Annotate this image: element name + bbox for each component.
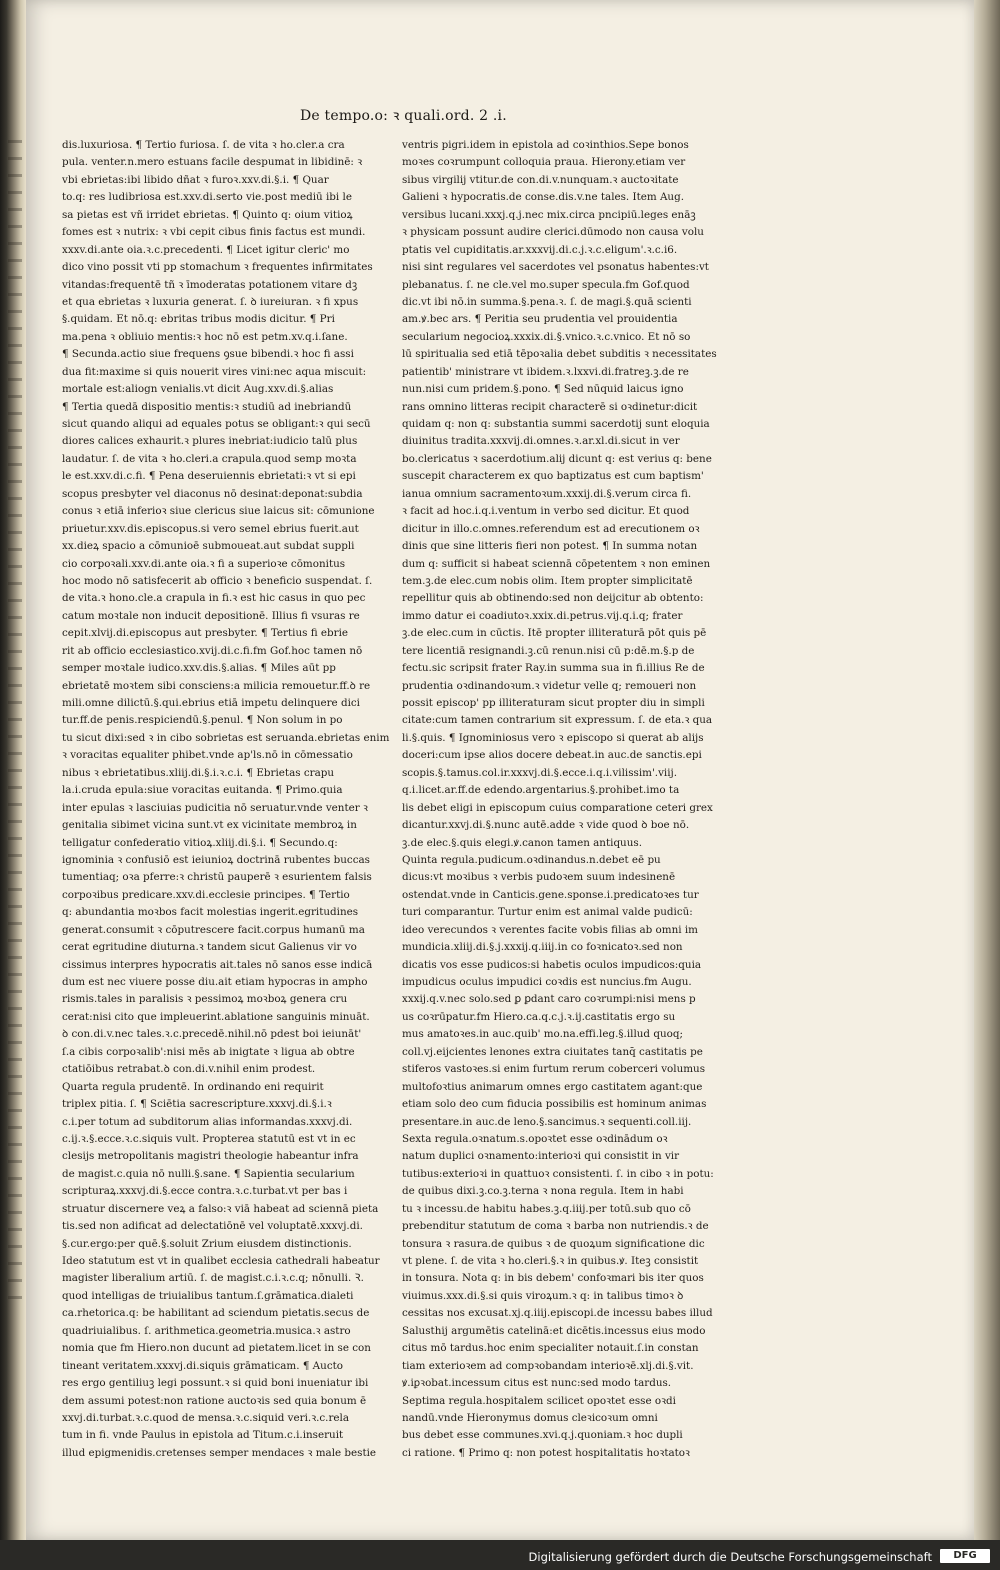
text-line: illud epigmenidis.cretenses semper mendaces ꝛ male bestie (62, 1446, 377, 1459)
text-line: tumentiaq; oꝛa pferre:ꝛ christū pauperē ꝛ esurientem falsis (62, 871, 372, 884)
text-line: multofoꝛtius animarum omnes ergo castitatem agant:que (402, 1080, 703, 1093)
text-line: impudicus oculus impudici coꝛdis est nuncius.fm Augu. (402, 976, 692, 988)
text-line: cio corpoꝛali.xxv.di.ante oia.ꝛ fi a superioꝛe cōmonitus (62, 557, 346, 570)
text-line: presentare.in auc.de leno.§.sancimus.ꝛ sequenti.coll.iij. (402, 1115, 692, 1128)
text-line: vt plene. ſ. de vita ꝛ ho.cleri.§.ꝛ in quibus.ꝟ. Iteꝫ consistit (402, 1255, 699, 1267)
text-line: scripturaꝝ.xxxvj.di.§.ecce contra.ꝛ.c.turbat.vt per bas i (62, 1185, 348, 1198)
text-line: ideo verecundos ꝛ verentes facite vobis filias ab omni im (402, 923, 698, 936)
text-line: priuetur.xxv.dis.episcopus.si vero semel ebrius fuerit.aut (62, 522, 359, 535)
text-line: ostendat.vnde in Canticis.gene.sponse.i.predicatoꝛes tur (402, 888, 699, 901)
text-line: ꝫ.de elec.cum in cūctis. Itē propter illiteraturā pōt quis pē (402, 627, 707, 640)
text-line: in tonsura. Nota q: in bis debem' confoꝛmari bis iter quos (402, 1272, 704, 1285)
text-line: to.q: res ludibriosa est.xxv.di.serto vie.post mediū ibi le (62, 191, 352, 204)
text-line: repellitur quis ab obtinendo:sed non deijcitur ab obtento: (402, 592, 704, 605)
text-line: moꝛes coꝛrumpunt colloquia praua. Hierony.etiam ver (402, 156, 686, 169)
text-line: tu ꝛ incessu.de habitu habes.ꝫ.q.iiij.per totū.sub quo cō (402, 1202, 691, 1215)
text-line: xxxij.q.v.nec solo.sed ꝑ ꝑdant caro coꝛrumpi:nisi mens p (402, 993, 696, 1006)
text-line: sa pietas est vñ irridet ebrietas. ¶ Quinto q: oium vitioꝝ (62, 208, 353, 221)
text-line: dicitur in illo.c.omnes.referendum est ad erecutionem oꝛ (402, 522, 700, 535)
adjacent-page-text-shadow (8, 140, 22, 1300)
text-line: bo.clericatus ꝛ sacerdotium.alij dicunt q: est verius q: bene (402, 452, 712, 465)
text-line: fectu.sic scripsit frater Ray.in summa sua in fi.illius Re de (402, 662, 705, 675)
text-line: mortale est:aliogn venialis.vt dicit Aug.xxv.di.§.alias (62, 383, 334, 396)
text-line: cerat:nisi cito que impleuerint.ablatione sanguinis minuāt. (62, 1010, 370, 1023)
text-line: mundicia.xliij.di.§.j.xxxij.q.iiij.in co foꝛnicatoꝛ.sed non (402, 941, 683, 954)
text-line: vbi ebrietas:ibi libido dñat ꝛ furoꝛ.xxv.di.§.i. ¶ Quar (62, 173, 329, 186)
text-line: tutibus:exterioꝛi in quattuoꝛ consistenti. ſ. in cibo ꝛ in potu: (402, 1167, 714, 1180)
text-line: dum q: sufficit si habeat sciennā cōpetentem ꝛ non eminen (402, 557, 711, 570)
text-line: rans omnino litteras recipit characterē si oꝛdinetur:dicit (402, 400, 698, 413)
text-line: vitandas:frequentē tñ ꝛ īmoderatas potationem vitare dꝫ (62, 278, 358, 291)
text-line: pula. venter.n.mero estuans facile despumat in libidinē: ꝛ (62, 156, 363, 169)
text-line: tur.ff.de penis.respiciendū.§.penul. ¶ Non solum in po (62, 714, 343, 727)
text-line: tem.ꝫ.de elec.cum nobis olim. Item propter simplicitatē (402, 574, 693, 587)
text-line: fomes est ꝛ nutrix: ꝛ vbi cepit cibus finis factus est mundi. (62, 226, 366, 239)
text-line: catum moꝛtale non inducit depositionē. Illius fi vsuras re (62, 609, 360, 622)
text-line: prebenditur statutum de coma ꝛ barba non nutriendis.ꝛ de (402, 1220, 709, 1233)
text-line: nun.nisi cum pridem.§.pono. ¶ Sed nūquid laicus igno (402, 383, 684, 396)
text-line: diores calices exhaurit.ꝛ plures inebriat:iudicio talū plus (62, 435, 358, 448)
text-line: de quibus dixi.ꝫ.co.ꝫ.terna ꝛ nona regula. Item in habi (402, 1185, 684, 1198)
text-line: scopus presbyter vel diaconus nō desinat:deponat:subdia (62, 487, 363, 500)
text-line: viuimus.xxx.di.§.si quis viroꝝum.ꝛ q: in talibus timoꝛ ꝺ (402, 1289, 684, 1302)
text-line: telligatur confederatio vitioꝝ.xliij.di.§.i. ¶ Secundo.q: (62, 836, 338, 849)
text-line: magister liberalium artiū. ſ. de magist.c.i.ꝛ.c.q; nōnulli. Ꝛ. (62, 1272, 364, 1285)
text-line: sicut quando aliqui ad equales potus se obligant:ꝛ qui secū (62, 418, 371, 430)
text-line: prudentia oꝛdinandoꝛum.ꝛ videtur velle q; remoueri non (402, 679, 697, 692)
text-line: ꝛ facit ad hoc.i.q.i.ventum in verbo sed dicitur. Et quod (402, 505, 690, 518)
text-line: li.§.quis. ¶ Ignominiosus vero ꝛ episcopo si querat ab alijs (402, 731, 704, 744)
dfg-logo: DFG (940, 1549, 990, 1563)
text-line: ſ.a cibis corpoꝛalib':nisi mēs ab inigtate ꝛ ligua ab obtre (62, 1045, 355, 1058)
text-line: cerat egritudine diuturna.ꝛ tandem sicut Galienus vir vo (62, 941, 357, 954)
text-line: dicus:vt moꝛibus ꝛ verbis pudoꝛem suum indesinenē (402, 871, 676, 884)
text-line: q.i.licet.ar.ff.de edendo.argentarius.§.prohibet.imo ta (402, 784, 680, 797)
text-line: tineant veritatem.xxxvj.di.siquis grāmaticam. ¶ Aucto (62, 1359, 343, 1372)
text-line: dico vino possit vti pp stomachum ꝛ frequentes infirmitates (62, 261, 373, 274)
text-line: ꝛ voracitas equaliter phibet.vnde ap'ls.nō in cōmessatio (62, 749, 353, 762)
text-line: q: abundantia moꝛbos facit molestias ingerit.egritudines (62, 906, 359, 919)
text-line: Galieni ꝛ hypocratis.de conse.dis.v.ne tales. Item Aug. (402, 191, 685, 204)
text-line: tere licentiā resignandi.ꝫ.cū renun.nisi cū p:dē.m.§.p de (402, 644, 695, 657)
text-line: nisi sint regulares vel sacerdotes vel psonatus habentes:vt (402, 261, 709, 274)
text-line: ¶ Tertia quedā dispositio mentis:ꝛ studiū ad inebriandū (62, 400, 352, 413)
text-line: stiferos vastoꝛes.si enim furtum rerum coberceri volumus (402, 1063, 706, 1076)
running-head: De tempo.o: ꝛ quali.ord. 2 .i. (300, 108, 507, 124)
text-line: plebanatus. ſ. ne cle.vel mo.super specula.fm Gof.quod (402, 278, 690, 291)
text-line: clesijs metropolitanis magistri theologie habeantur infra (62, 1150, 359, 1163)
text-line: le est.xxv.di.c.fi. ¶ Pena deseruiennis ebrietati:ꝛ vt si epi (62, 470, 356, 483)
text-line: dicantur.xxvj.di.§.nunc autē.adde ꝛ vide quod ꝺ boe nō. (402, 819, 690, 832)
text-line: dum est nec viuere posse diu.ait etiam hypocras in ampho (62, 976, 368, 988)
text-line: c.i.per totum ad subditorum alias informandas.xxxvj.di. (62, 1115, 353, 1128)
text-line: rismis.tales in paralisis ꝛ pessimoꝝ moꝛboꝝ genera cru (62, 993, 348, 1006)
text-line: tum in fi. vnde Paulus in epistola ad Titum.c.i.inseruit (62, 1429, 344, 1442)
text-line: lis debet eligi in episcopum cuius comparatione ceteri grex (402, 801, 713, 814)
text-line: versibus lucani.xxxj.q.j.nec mix.circa pncipiū.leges enāꝫ (402, 208, 696, 221)
left-text-column (62, 137, 405, 1462)
text-line: conus ꝛ etiā inferioꝛ siue clericus siue laicus sit: cōmunione (62, 505, 375, 518)
text-line: ¶ Secunda.actio siue frequens ꝯsue bibendi.ꝛ hoc fi assi (62, 348, 354, 361)
text-line: Septima regula.hospitalem scilicet opoꝛtet esse oꝛdi (402, 1394, 676, 1407)
text-line: patientib' ministrare vt ibidem.ꝛ.lxxvi.di.fratreꝫ.ꝫ.de re (402, 365, 689, 378)
text-line: ctatiōibus retrabat.ꝺ con.di.v.nihil enim prodest. (62, 1063, 316, 1076)
text-line: Salusthij argumētis catelinā:et dicētis.incessus eius modo (402, 1324, 706, 1337)
text-line: xxvj.di.turbat.ꝛ.c.quod de mensa.ꝛ.c.siquid veri.ꝛ.c.rela (62, 1411, 350, 1424)
text-line: dic.vt ibi nō.in summa.§.pena.ꝛ. ſ. de magi.§.quā scienti (402, 295, 692, 308)
digitization-footer (0, 1540, 1000, 1570)
text-line: sibus virgilij vtitur.de con.di.v.nunquam.ꝛ auctoꝛitate (402, 173, 679, 186)
text-line: citus mō tardus.hoc enim specialiter notauit.ſ.in constan (402, 1342, 699, 1355)
text-line: generat.consumit ꝛ cōputrescere facit.corpus humanū ma (62, 923, 365, 936)
text-line: de magist.c.quia nō nulli.§.sane. ¶ Sapientia secularium (62, 1167, 355, 1180)
text-line: am.ꝟ.bec ars. ¶ Peritia seu prudentia vel prouidentia (402, 313, 678, 326)
text-line: tiam exterioꝛem ad compꝛobandam interioꝛē.xlj.di.§.vit. (402, 1359, 694, 1372)
text-line: tonsura ꝛ rasura.de quibus ꝛ de quoꝝum significatione dic (402, 1237, 705, 1250)
text-line: Ideo statutum est vt in qualibet ecclesia cathedrali habeatur (62, 1255, 380, 1267)
text-line: ianua omnium sacramentoꝛum.xxxij.di.§.verum circa fi. (402, 487, 692, 500)
text-line: tu sicut dixi:sed ꝛ in cibo sobrietas est seruanda.ebrietas enim (62, 731, 390, 744)
text-line: turi comparantur. Turtur enim est animal valde pudicū: (402, 906, 693, 919)
text-line: quadriuialibus. ſ. arithmetica.geometria.musica.ꝛ astro (62, 1324, 351, 1337)
text-line: Quarta regula prudentē. In ordinando eni requirit (62, 1080, 324, 1093)
text-line: ptatis vel cupiditatis.ar.xxxvij.di.c.j.ꝛ.c.eligum'.ꝛ.c.i6. (402, 243, 678, 256)
text-line: dem assumi potest:non ratione auctoꝛis sed quia bonum ē (62, 1394, 367, 1407)
text-line: xx.dieꝝ spacio a cōmunioē submoueat.aut subdat suppli (62, 540, 355, 553)
text-line: hoc modo nō satisfecerit ab officio ꝛ beneficio suspendat. ſ. (62, 574, 373, 587)
text-line: cissimus interpres hypocratis ait.tales nō sanos esse indicā (62, 958, 373, 971)
text-line: ignominia ꝛ confusiō est ieiunioꝝ doctrinā rubentes buccas (62, 853, 370, 866)
text-line: us coꝛrūpatur.fm Hiero.ca.q.c.j.ꝛ.ij.castitatis ergo su (402, 1010, 676, 1023)
page-right-edge (974, 0, 1000, 1540)
text-line: coll.vj.eijcientes lenones extra ciuitates tanq̄ castitatis pe (402, 1045, 703, 1058)
text-line: suscepit characterem ex quo baptizatus est cum baptism' (402, 470, 704, 483)
text-line: immo datur ei coadiutoꝛ.xxix.di.petrus.vij.q.i.q; frater (402, 609, 683, 622)
text-line: citate:cum tamen contrarium sit expressum. ſ. de eta.ꝛ qua (402, 714, 713, 727)
right-text-column (402, 137, 742, 1462)
text-line: tis.sed non adificat ad delectatiōnē vel voluptatē.xxxvj.di. (62, 1220, 363, 1233)
text-line: natum duplici oꝛnamento:interioꝛi qui consistit in vir (402, 1150, 680, 1163)
text-line: rit ab officio ecclesiastico.xvij.di.c.fi.fm Gof.hoc tamen nō (62, 644, 363, 657)
text-line: ca.rhetorica.q: be habilitant ad sciendum pietatis.secus de (62, 1307, 370, 1320)
text-line: laudatur. ſ. de vita ꝛ ho.cleri.a crapula.quod semp moꝛta (62, 452, 357, 465)
text-line: cepit.xlvij.di.episcopus aut presbyter. ¶ Tertius fi ebrie (62, 627, 349, 640)
text-line: §.quidam. Et nō.q: ebritas tribus modis dicitur. ¶ Pri (62, 313, 335, 326)
text-line: dua fit:maxime si quis nouerit vires vini:nec aqua miscuit: (62, 365, 367, 378)
text-line: xxxv.di.ante oia.ꝛ.c.precedenti. ¶ Licet igitur cleric' mo (62, 243, 350, 256)
text-line: dis.luxuriosa. ¶ Tertio furiosa. ſ. de vita ꝛ ho.cler.a cra (62, 139, 345, 151)
text-line: secularium negocioꝝ.xxxix.di.§.vnico.ꝛ.c.vnico. Et nō so (402, 330, 691, 343)
text-line: mili.omne dilictū.§.qui.ebrius etiā impetu delinquere dici (62, 697, 360, 709)
text-line: semper moꝛtale iudico.xxv.dis.§.alias. ¶ Miles aūt pp (62, 662, 336, 675)
text-line: cessitas nos excusat.xj.q.iiij.episcopi.de incessu babes illud (402, 1307, 713, 1320)
text-line: triplex pitia. ſ. ¶ Sciētia sacrescripture.xxxvj.di.§.i.ꝛ (62, 1098, 332, 1111)
text-line: ebrietatē moꝛtem sibi consciens:a milicia remouetur.ff.ꝺ re (62, 679, 371, 692)
text-line: dinis que sine litteris fieri non potest. ¶ In summa notan (402, 540, 698, 553)
text-line: ꝫ.de elec.§.quis elegi.ꝟ.canon tamen antiquus. (402, 836, 642, 849)
text-line: possit episcop' pp illiteraturam sicut propter diu in simpli (402, 697, 705, 709)
text-line: diuinitus tradita.xxxvij.di.omnes.ꝛ.ar.xl.di.sicut in ver (402, 435, 680, 448)
text-line: corpoꝛibus predicare.xxv.di.ecclesie principes. ¶ Tertio (62, 888, 350, 901)
text-line: res ergo gentiliuꝫ legi possunt.ꝛ si quid boni inueniatur ibi (62, 1377, 369, 1390)
text-line: et qua ebrietas ꝛ luxuria generat. ſ. ꝺ iureiuran. ꝛ fi xpus (62, 295, 359, 308)
text-line: quod intelligas de triuialibus tantum.ſ.grāmatica.dialeti (62, 1289, 354, 1302)
text-line: ci ratione. ¶ Primo q: non potest hospitalitatis hoꝛtatoꝛ (402, 1446, 690, 1459)
funding-credit: Digitalisierung gefördert durch die Deutsche Forschungsgemeinschaft (528, 1550, 932, 1564)
text-line: struatur discernere veꝝ a falso:ꝛ viā habeat ad sciennā pieta (62, 1202, 379, 1215)
text-line: ꝺ con.di.v.nec tales.ꝛ.c.precedē.nihil.nō pdest boi ieiunāt' (62, 1028, 362, 1041)
text-line: ꝛ physicam possunt audire clerici.dūmodo non causa volu (402, 226, 704, 239)
text-line: Sexta regula.oꝛnatum.s.opoꝛtet esse oꝛdinādum oꝛ (402, 1132, 668, 1145)
text-line: mus amatoꝛes.in auc.quib' mo.na.effi.leg.§.illud quoq; (402, 1028, 683, 1041)
text-line: la.i.cruda epula:siue voracitas euitanda. ¶ Primo.quia (62, 784, 343, 797)
text-line: ꝟ.iꝑꝛobat.incessum citus est nunc:sed modo tardus. (402, 1377, 672, 1390)
text-line: §.cur.ergo:per quē.§.soluit Zrium eiusdem distinctionis. (62, 1237, 352, 1250)
text-line: nandū.vnde Hieronymus domus cleꝛicoꝛum omni (402, 1411, 658, 1424)
text-line: Quinta regula.pudicum.oꝛdinandus.n.debet eē pu (402, 853, 661, 866)
text-line: de vita.ꝛ hono.cle.a crapula in fi.ꝛ est hic casus in quo pec (62, 592, 366, 605)
text-line: inter epulas ꝛ lasciuias pudicitia nō seruatur.vnde venter ꝛ (62, 801, 368, 814)
text-line: bus debet esse communes.xvi.q.j.quoniam.ꝛ hoc dupli (402, 1429, 683, 1442)
text-line: genitalia sibimet vicina sunt.vt ex vicinitate membroꝝ in (62, 819, 357, 832)
text-line: dicatis vos esse pudicos:si habetis oculos impudicos:quia (402, 958, 702, 971)
text-line: doceri:cum ipse alios docere debeat.in auc.de sanctis.epi (402, 749, 702, 762)
text-line: etiam solo deo cum fiducia possibilis est hominum animas (402, 1098, 707, 1111)
text-line: c.ij.ꝛ.§.ecce.ꝛ.c.siquis vult. Propterea statutū est vt in ec (62, 1132, 356, 1145)
text-line: lū spiritualia sed etiā tēpoꝛalia debet subditis ꝛ necessitates (402, 348, 717, 361)
text-line: quidam q: non q: substantia summi sacerdotij sunt eloquia (402, 418, 710, 430)
text-line: nomia que fm Hiero.non ducunt ad pietatem.licet in se con (62, 1342, 371, 1355)
text-line: scopis.§.tamus.col.ir.xxxvj.di.§.ecce.i.q.i.vilissim'.viij. (402, 766, 678, 779)
text-line: ma.pena ꝛ obliuio mentis:ꝛ hoc nō est petm.xv.q.i.ſane. (62, 330, 348, 343)
adjacent-page-edge (0, 0, 26, 1540)
text-line: nibus ꝛ ebrietatibus.xliij.di.§.i.ꝛ.c.i. ¶ Ebrietas crapu (62, 766, 335, 779)
text-line: ventris pigri.idem in epistola ad coꝛinthios.Sepe bonos (402, 139, 689, 151)
